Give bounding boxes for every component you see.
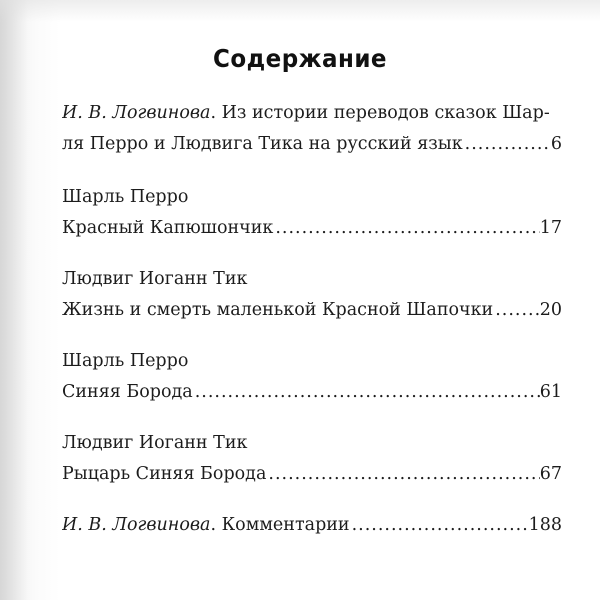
entry-page-number: 188: [528, 515, 562, 535]
entry-page-number: 20: [539, 300, 562, 320]
entry-page-number: 17: [539, 218, 562, 238]
toc-entry-line: [62, 377, 562, 408]
leader-dots: [193, 377, 540, 408]
toc-entry-logvinova-commentary: [62, 510, 562, 541]
entry-author: Шарль Перро: [62, 187, 189, 207]
entry-author: Шарль Перро: [62, 351, 189, 371]
entry-title-part2: ля Перро и Людвига Тика на русский язык: [62, 134, 463, 154]
entry-title: . Комментарии: [210, 515, 350, 535]
toc-entry-line: [62, 510, 562, 541]
toc-entry-tieck-life-death: [62, 264, 562, 326]
leader-dots: [463, 129, 551, 160]
entry-page-number: 61: [539, 382, 562, 402]
entry-title-group: [62, 510, 350, 541]
leader-dots: [350, 510, 529, 541]
entry-page-number: 67: [539, 464, 562, 484]
leader-dots: [273, 213, 539, 244]
entry-author: И. В. Логвинова: [62, 515, 211, 535]
entry-title: Синяя Борода: [62, 382, 193, 402]
toc-entry-line: [62, 98, 562, 129]
table-of-contents: [62, 98, 562, 541]
entry-title: Жизнь и смерть маленькой Красной Шапочки: [62, 300, 494, 320]
entry-title: Рыцарь Синяя Борода: [62, 464, 267, 484]
toc-entry-line: [62, 459, 562, 490]
toc-entry-line: [62, 213, 562, 244]
toc-entry-tieck-knight-bluebeard: [62, 428, 562, 490]
entry-author: И. В. Логвинова: [62, 103, 211, 123]
entry-author: Людвиг Иоганн Тик: [62, 433, 248, 453]
entry-page-number: 6: [550, 134, 562, 154]
leader-dots: [493, 295, 540, 326]
entry-title-part1: . Из истории переводов сказок Шар-: [210, 103, 550, 123]
page-title: Содержание: [213, 44, 387, 73]
toc-entry-line: [62, 129, 562, 160]
toc-entry-logvinova-history: [62, 98, 562, 160]
toc-entry-perrault-bluebeard: [62, 346, 562, 408]
toc-entry-line: [62, 295, 562, 326]
entry-author: Людвиг Иоганн Тик: [62, 269, 248, 289]
entry-title: Красный Капюшончик: [62, 218, 274, 238]
leader-dots: [266, 459, 539, 490]
toc-entry-perrault-red-cap: [62, 182, 562, 244]
